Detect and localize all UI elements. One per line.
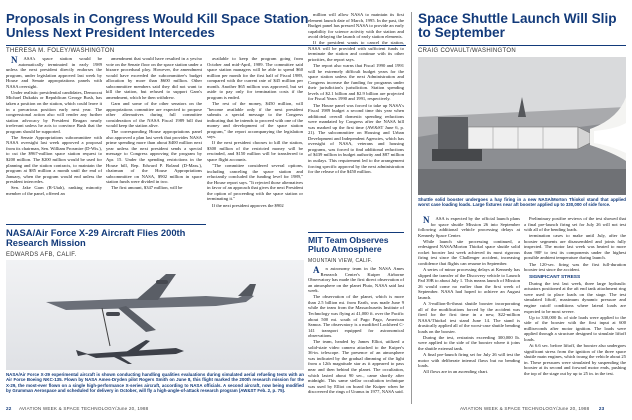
booster-test-image (418, 57, 626, 195)
paragraph: During the test last week, three large hydraulic actuators positioned at the aft end tank attachment ring were used to place loads on the stage. The test simulated liftoff, maximum dynamic pressure and engine cutoff conditions where lateral loads are expected to be most severe. (524, 280, 626, 314)
paragraph: million will allow NASA to maintain its first element launch date of March, 1995. In the past, the Budget panel has pressed NASA to provide an early capability for science activity with the station and avoid delaying the launch of early station elements. (308, 12, 404, 40)
page-number-left: 22 (6, 406, 12, 411)
booster-photo-caption: Shuttle solid booster undergoes a hay firing in a new NASA/Morton Thiokol stand that applied worst case loading loads. Large fixtures near aft booster applied up to 330,000 of side force. (418, 197, 626, 208)
article-column-2 (106, 56, 202, 220)
paragraph: The House panel was forced to take up NASA's Fiscal 1989 budget a second time this year when additional overall domestic spending reductions were mandated by Congress after the NASA bill was marked up the first time (AW&ST June 6, p. 21). The subcommittee on Housing and Urban Development and Independent Agencies, which has oversight of NASA, veterans and housing programs, was forced to find additional reductions of $439 million in budget authority and $87 million in outlays. This requirement led to the arrangement forcing specific approval by the next administration for the release of the $450 million. (308, 102, 404, 175)
x29-photo-caption: NASA/Air Force X-29 experimental aircraft is shown conducting handling qualities evaluations during simulated aerial refueling tests with an Air Force Boeing NKC-135. Flown by NASA Ames-Dryden pilot Rogers Smith on June 8, this flight marked the 200th research mission for the X-29, the most-ever flown on a single high-performance X-series aircraft, according to NASA officials. A second aircraft, now being modified by Grumman Aerospace and scheduled for delivery in October, will fly a high-angle-of-attack research program (AW&ST Feb. 2, p. 75). (6, 372, 304, 393)
article-column-4 (308, 12, 404, 230)
paragraph: "The committee considered several options, including canceling the space station and reluctantly concluded the funding level for 1989," the House report says. "It rejected those alternatives in favor of an approach that gives the next President the option of proceeding with the space station or terminating it." (207, 163, 303, 202)
paragraph: Under realistic presidential candidates, Democrat Michael Dukakis or Republican George Bush, has taken a position on the station, which could leave it in a precarious position early next year. The congressional action also will render any further station advocacy by President Reagan nearly irrelevant unless he acts to convince Bush that the program should be supported. (6, 89, 102, 134)
mit-headline: MIT Team Observes Pluto Atmosphere (308, 235, 389, 255)
paragraph: If the president wants to cancel the station, NASA will be provided with sufficient funds to terminate the station and continue with its other priorities, the report says. (308, 40, 404, 62)
page-divider (411, 12, 412, 404)
footer-right (460, 406, 604, 411)
article-column-1 (6, 56, 102, 220)
mit-byline: MOUNTAIN VIEW, CALIF. (308, 258, 373, 264)
paragraph: NASA's space station would be automatically terminated in early 1989 unless the next president directly endorses the program, under legislation approved last week by House and Senate appropriations panels with NASA oversight. (6, 56, 102, 89)
paragraph: A 3-million-lb-thrust shuttle booster incorporating all of the modifications forced by the accident was fired for the first time in a new, $22-million NASA/Thiokol test stand June 14. The stand is drastically applied all of the worst-case shuttle bending loads on the booster. (418, 300, 520, 334)
paragraph: The report also warns that Fiscal 1990 and 1991 will be extremely difficult budget years for the space station unless the next Administration and Congress increase the funding for programs under their jurisdiction's jurisdiction. Station spending levels of $2.1 billion and $2.9 billion are projected for Fiscal Years 1990 and 1991, respectively. (308, 63, 404, 102)
paragraph: Preliminary postfire reviews of the test showed that a final pre-launch firing set for July 26 will not test with all of the bending loads. (524, 216, 626, 233)
paragraph: The corresponding House appropriations panel also approved a plan last week that provides NASA prime spending more than about $400 million next year unless the next president sends a special message to Congress approving the program by Apr. 15. Under the spending restrictions in the House bill, Rep. Edward P. Boland (D-Mass.), chairman of the House Appropriations subcommittee on NASA, $902 million in space station funds were divided in two. (106, 129, 202, 185)
shuttle-column-1 (418, 216, 520, 404)
booster-motor (468, 127, 590, 149)
x29-photo (6, 260, 304, 370)
subhead: SIGNIFICANT STRESS (529, 274, 581, 280)
top-bar (0, 0, 632, 6)
mit-column (308, 266, 404, 402)
paragraph: All flows are in an ascending chart. (423, 369, 489, 375)
paragraph: At 6.6 sec. before liftoff, the booster also undergoes significant stress from the ignition of the three space shuttle main engines, which twang the vehicle about 25 in. These pressures were simulated by suspending the booster at its second and forward motor ends, pushing the top of the stage out by up to 25 in. in the test. (524, 343, 626, 376)
paragraph: Garn and some of the other senators on the appropriations committee are expected to propose other alternatives during full committee consideration of the NASA Fiscal 1989 bill that would keep the station alive. (106, 100, 202, 129)
shuttle-headline: Space Shuttle Launch Will Slip to September (418, 11, 617, 41)
shuttle-byline: CRAIG COVAULT/WASHINGTON (418, 48, 516, 54)
paragraph: If the next president approves the $902 (212, 202, 284, 208)
aircraft-photo-image (6, 260, 304, 370)
paragraph: While launch site processing continued, a redesigned NASA/Morton Thiokol space shuttle solid rocket booster last week achieved its most rigorous firing test since the Challenger accident, increasing confidence that flights can resume in September. (418, 238, 520, 266)
main-headline: Proposals in Congress Would Kill Space Station Unless Next President Intercedes (6, 11, 309, 40)
paragraph: Up to 330,000 lb. of side loads were applied to the side of the booster with the first input at 600 milliseconds after motor ignition. The loads were applied through a structure designed to simulate liftoff loads. (524, 314, 626, 342)
footer-title-right: AVIATION WEEK & SPACE TECHNOLOGY/June 20, 1988 (460, 406, 590, 411)
paragraph: An astronomy team in the NASA Ames Research Center's Kuiper Airborne Observatory has made the first direct observation of an atmosphere on the planet Pluto, NASA said last week. (308, 266, 404, 294)
paragraph: NASA is expected by the official launch plans for space shuttle Mission 26 into September following additional vehicle processing delays at Kennedy Space Center. (418, 216, 520, 238)
paragraph: The rest of the money, $450 million, will "become available only if the next president submits a special message to the Congress indicating that he intends to proceed with one of the money and development of the space station program," the report accompanying the legislation says. (207, 100, 303, 140)
paragraph: available to keep the program going from October and mid-April, 1989. The committee said space station managers will be able to spend $60 million per month for the first half of Fiscal 1989, compared with the current rate of $45 million per month. Another $65 million was approved, but set aside to pay only for termination costs if the program is ended. (207, 56, 303, 100)
footer-left (6, 406, 148, 411)
paragraph: amendment that would have resulted in a yes/no vote on the Senate floor on the space station under a bizarre procedural ploy. However, the amendment would have exceeded the subcommittee's budget allocation by more than $600 million. Other subcommittee members said they did not want to kill the station, but refused to support Garn's amendment, which he then withdrew. (106, 56, 202, 100)
paragraph: The 120-sec. firing was the first full-duration booster test since the accident. (524, 261, 626, 273)
paragraph: A series of minor processing delays at Kennedy has slipped the transfer of the Discovery vehicle to Launch Pad 39B to about July 1. This means launch of Mission 26 would come no earlier than the first week of September. NASA had hoped to achieve an August launch. (418, 267, 520, 300)
paragraph: The first amount, $347 million, will be (111, 185, 183, 191)
paragraph: If the next president chooses to kill the station, $300 million of the restricted money will be rescinded, and $150 million will be transferred to space flight accounts. (207, 140, 303, 163)
section-rule (308, 232, 404, 233)
booster-photo (418, 57, 626, 195)
paragraph: During the test, restraints exceeding 300,000 lb. were applied to the side of the booster where it joins the shuttle external tank. (418, 334, 520, 351)
section-rule (6, 224, 206, 225)
shuttle-column-2 (524, 216, 626, 404)
main-byline: THERESA M. FOLEY/WASHINGTON (6, 48, 115, 54)
page-number-right: 23 (598, 406, 605, 411)
paragraph: The observation of the planet, which is more than 2.5 billion mi. from Earth, was made June 9 while the team from the Massachusetts Institute of Technology was flying at 41,000 ft. over the Pacific about 500 mi. south of Pago Pago, American Samoa. The observatory is a modified Lockheed C-141 transport equipped for astronomical observations. (308, 294, 404, 339)
paragraph: termination cases to make until July, after the booster segments are disassembled and joints fully inspected. The motor last week was heated to more than 90F to test its components under the highest possible ambient temperature during launch. (524, 233, 626, 261)
paragraph: The team, headed by James Elliot, utilized a solid-state video camera attached to the Kuiper's 36-in. telescope. The presence of an atmosphere was indicated by the gradual dimming of the light from a 12th magnitude star as it appeared to pass near and then behind the planet. The occultation, which lasted about 90 sec., came shortly after midnight. This same stellar occultation technique was used by Elliot on board the Kuiper when he discovered the rings of Uranus in 1977, NASA said. (308, 339, 404, 395)
paragraph: A final pre-launch firing set for July 26 will test the motor with deliberate internal flaws but no bending loads. (418, 352, 520, 369)
article-column-3 (207, 12, 303, 220)
paragraph: Sen. Jake Garn (R-Utah), ranking minority member of the panel, offered an (6, 185, 102, 196)
paragraph: The Senate Appropriations subcommittee with NASA oversight last week approved a proposal from its chairman, Sen. William Proxmire (D-Wis.), to cut the $967-million space station request to $200 million. The $200 million would be used for planning and the station contracts, to maintain the program at $85 million a month until the end of January, when the program would end unless the president intercedes. (6, 134, 102, 185)
x29-headline: NASA/Air Force X-29 Aircraft Flies 200th Research Mission (6, 227, 186, 248)
headline-rule (418, 45, 626, 46)
x29-byline: EDWARDS AFB, CALIF. (6, 252, 77, 258)
footer-title-left: AVIATION WEEK & SPACE TECHNOLOGY/June 20, 1988 (19, 406, 149, 411)
